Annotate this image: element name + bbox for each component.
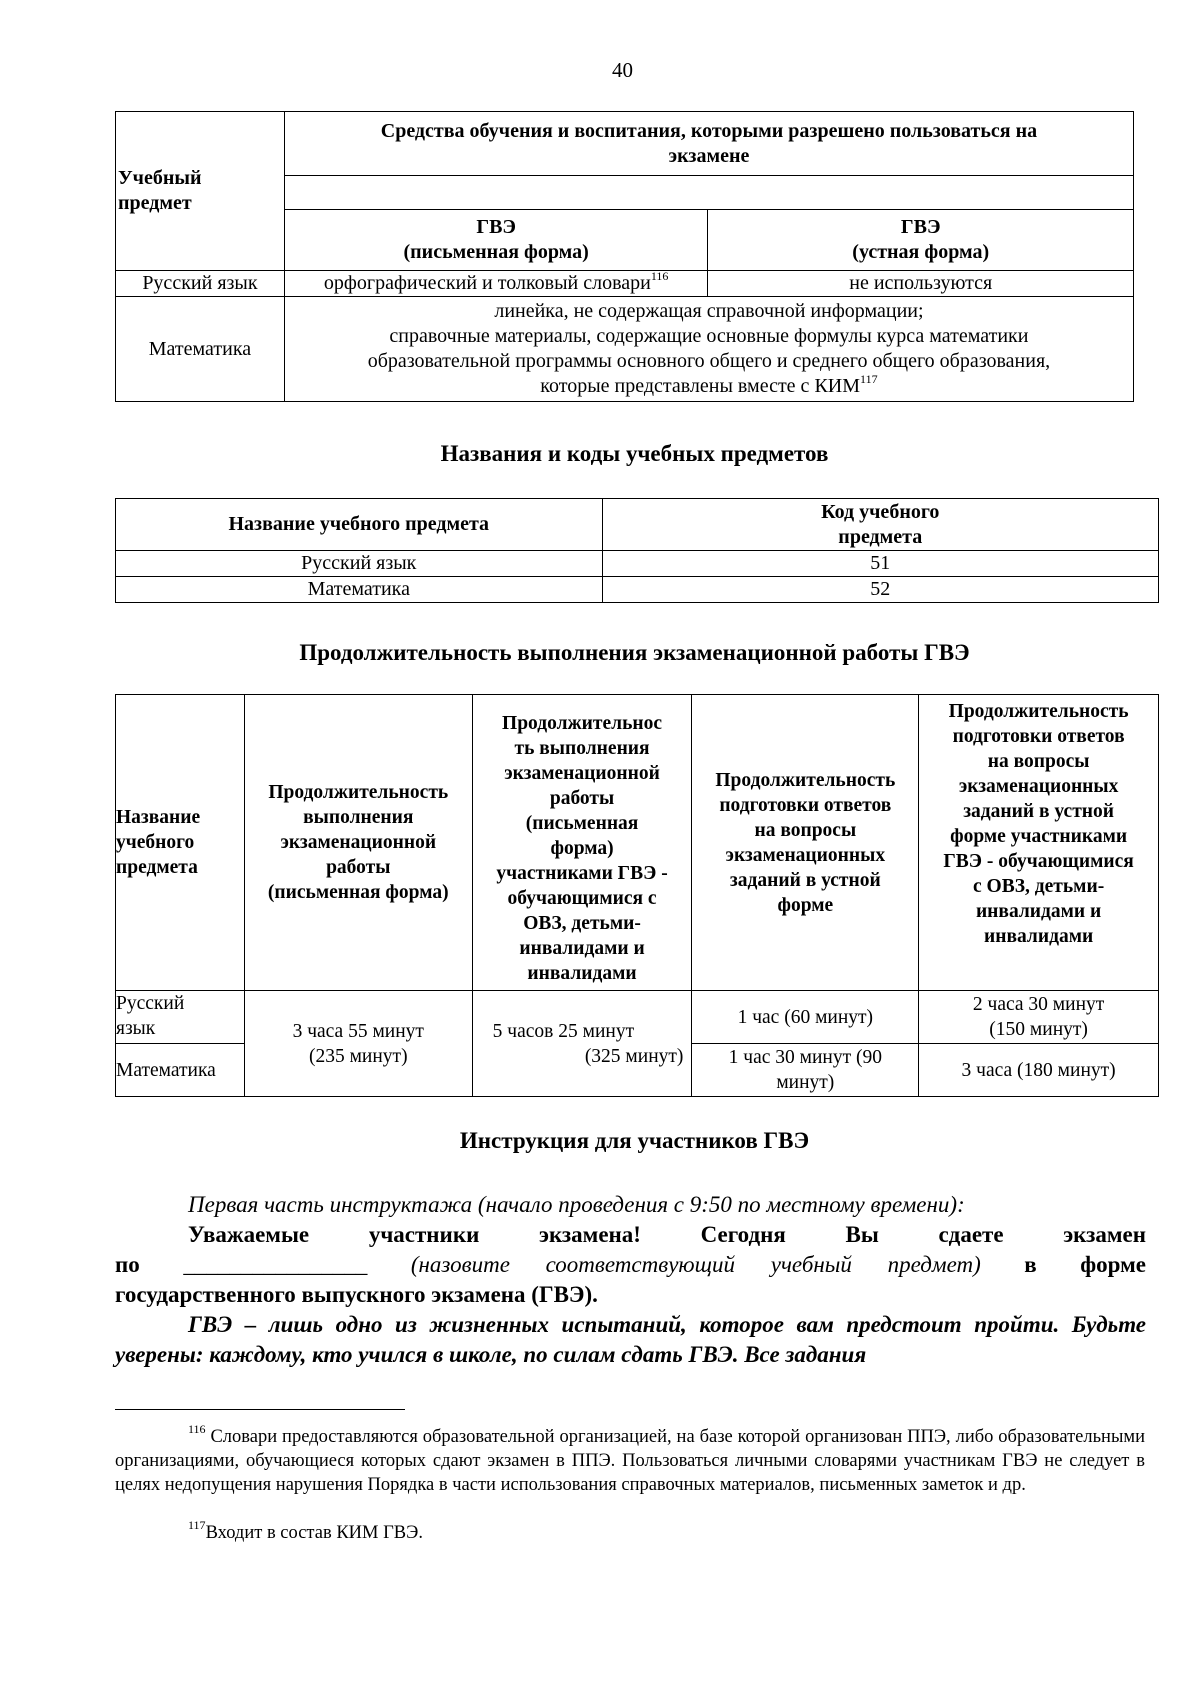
codes-row-name: Русский язык bbox=[116, 551, 603, 577]
dur-row-oral: 1 час 30 минут (90 минут) bbox=[692, 1044, 919, 1097]
row-oral: не используются bbox=[708, 271, 1134, 297]
row-merged: линейка, не содержащая справочной информации; справочные материалы, содержащие основные формулы курса математики образовательной программы основного общего и среднего общего образования, которые представлены вместе с КИМ$^{117}$ bbox=[284, 297, 1133, 402]
means-table bbox=[115, 111, 1134, 402]
codes-row-code: 52 bbox=[602, 577, 1158, 603]
row-subject: Русский язык bbox=[116, 271, 285, 297]
dur-row-oral-ovz: 3 часа (180 минут) bbox=[919, 1044, 1159, 1097]
codes-header-name: Название учебного предмета bbox=[116, 499, 603, 551]
codes-table bbox=[115, 498, 1159, 603]
dur-row-oral-ovz: 2 часа 30 минут (150 минут) bbox=[919, 991, 1159, 1044]
page-number: 40 bbox=[612, 58, 633, 82]
dur-header-written-ovz: Продолжительнос ть выполнения экзаменационной работы (письменная форма) участниками ГВЭ - обучающимися с ОВЗ, детьми- инвалидами и инвалидами bbox=[472, 695, 692, 991]
p1-line1: Уважаемые участники экзамена! Сегодня Вы сдаете экзамен bbox=[188, 1222, 1146, 1247]
heading-duration: Продолжительность выполнения экзаменационной работы ГВЭ bbox=[299, 640, 970, 665]
codes-header-code: Код учебного предмета bbox=[602, 499, 1158, 551]
heading-codes: Названия и коды учебных предметов bbox=[440, 441, 829, 466]
dur-written-shared: 3 часа 55 минут (235 минут) bbox=[244, 991, 472, 1097]
dur-header-subject: Название учебного предмета bbox=[116, 695, 245, 991]
dur-header-written: Продолжительность выполнения экзаменационной работы (письменная форма) bbox=[244, 695, 472, 991]
footnote-117: $^{117}$Входит в состав КИМ ГВЭ. bbox=[188, 1518, 423, 1543]
dur-header-oral-ovz: Продолжительность подготовки ответов на вопросы экзаменационных заданий в устной форме участниками ГВЭ - обучающимися с ОВЗ, детьми- инвалидами и инвалидами bbox=[919, 695, 1159, 991]
footnote-separator bbox=[115, 1409, 405, 1410]
codes-row-name: Математика bbox=[116, 577, 603, 603]
dur-written-ovz-shared: 5 часов 25 минут (325 минут) bbox=[472, 991, 692, 1097]
means-header: Средства обучения и воспитания, которыми разрешено пользоваться на экзамене bbox=[284, 112, 1133, 176]
row-written: орфографический и толковый словари$^{116}$ bbox=[284, 271, 708, 297]
instruction-intro: Первая часть инструктажа (начало проведения с 9:50 по местному времени): bbox=[188, 1192, 965, 1217]
instruction-p1 bbox=[115, 1220, 1146, 1310]
duration-table bbox=[115, 694, 1159, 1097]
empty-row bbox=[284, 176, 1133, 210]
footnote-116: $^{116}$ Словари предоставляются образовательной организацией, на базе которой организован ППЭ, либо образовательными организациями, обучающиеся которых сдают экзамен в ППЭ. Пользоваться личными словарями участникам ГВЭ не следует в целях недопущения нарушения Порядка в части использования справочных материалов, письменных заметок и др. bbox=[115, 1422, 1145, 1495]
dur-row-subject: Математика bbox=[116, 1044, 245, 1097]
heading-instruction: Инструкция для участников ГВЭ bbox=[459, 1128, 810, 1153]
instruction-p2: ГВЭ – лишь одно из жизненных испытаний, которое вам предстоит пройти. Будьте уверены: каждому, кто учился в школе, по силам сдать ГВЭ. Все задания bbox=[115, 1312, 1146, 1367]
col-oral: ГВЭ (устная форма) bbox=[708, 210, 1134, 271]
p1-line3: государственного выпускного экзамена (ГВЭ). bbox=[115, 1282, 598, 1307]
row-subject: Математика bbox=[116, 297, 285, 402]
col-written: ГВЭ (письменная форма) bbox=[284, 210, 708, 271]
dur-row-oral: 1 час (60 минут) bbox=[692, 991, 919, 1044]
p1-line2: по ________________ (назовите соответствующий учебный предмет) в форме bbox=[115, 1252, 1146, 1277]
dur-header-oral: Продолжительность подготовки ответов на вопросы экзаменационных заданий в устной форме bbox=[692, 695, 919, 991]
subject-header: Учебный предмет bbox=[116, 112, 285, 271]
dur-row-subject: Русский язык bbox=[116, 991, 245, 1044]
codes-row-code: 51 bbox=[602, 551, 1158, 577]
